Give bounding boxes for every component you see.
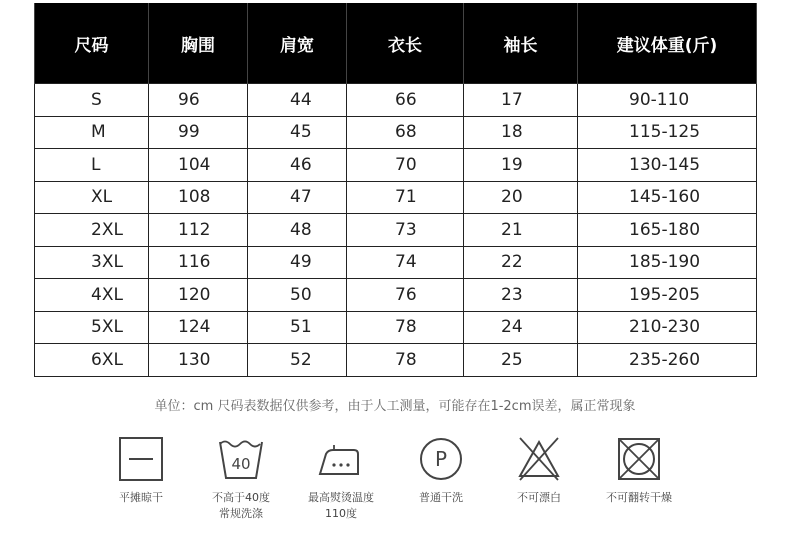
cell-sleeve: 19: [464, 149, 578, 182]
cell-sleeve: 23: [464, 279, 578, 312]
table-row: [35, 116, 757, 149]
cell-sleeve: 21: [464, 214, 578, 247]
no-tumble-dry-icon: [616, 436, 662, 482]
cell-length: 78: [347, 311, 464, 344]
header-length: 衣长: [347, 3, 464, 84]
cell-weight: 195-205: [578, 279, 757, 312]
cell-shoulder: 44: [248, 84, 347, 117]
header-chest: 胸围: [149, 3, 248, 84]
no-bleach-icon: [516, 436, 562, 482]
header-shoulder: 肩宽: [248, 3, 347, 84]
cell-weight: 235-260: [578, 344, 757, 377]
cell-weight: 115-125: [578, 116, 757, 149]
flat-dry-icon: [118, 436, 164, 482]
cell-length: 78: [347, 344, 464, 377]
cell-chest: 124: [149, 311, 248, 344]
cell-size: 2XL: [35, 214, 149, 247]
cell-chest: 96: [149, 84, 248, 117]
care-label-no-tumble-dry: 不可翻转干燥: [606, 491, 672, 504]
cell-chest: 112: [149, 214, 248, 247]
table-row: [35, 84, 757, 117]
care-label-iron: 最高熨烫温度 110度: [308, 491, 374, 520]
table-row: [35, 279, 757, 312]
header-weight: 建议体重(斤): [578, 3, 757, 84]
table-row: [35, 214, 757, 247]
cell-length: 68: [347, 116, 464, 149]
care-item-iron: [286, 436, 396, 522]
care-item-flat-dry: [86, 436, 196, 506]
cell-shoulder: 51: [248, 311, 347, 344]
cell-weight: 185-190: [578, 246, 757, 279]
table-row: [35, 344, 757, 377]
care-label-flat-dry: 平摊晾干: [119, 491, 163, 504]
cell-chest: 120: [149, 279, 248, 312]
iron-icon: [316, 436, 366, 482]
table-header-row: [35, 3, 757, 84]
care-item-no-bleach: [484, 436, 594, 506]
cell-shoulder: 48: [248, 214, 347, 247]
cell-size: M: [35, 116, 149, 149]
cell-weight: 145-160: [578, 181, 757, 214]
cell-weight: 90-110: [578, 84, 757, 117]
dry-clean-letter: P: [434, 447, 448, 471]
table-row: [35, 246, 757, 279]
cell-chest: 116: [149, 246, 248, 279]
cell-shoulder: 45: [248, 116, 347, 149]
cell-length: 71: [347, 181, 464, 214]
cell-chest: 99: [149, 116, 248, 149]
table-row: [35, 311, 757, 344]
cell-sleeve: 25: [464, 344, 578, 377]
cell-size: 5XL: [35, 311, 149, 344]
cell-length: 70: [347, 149, 464, 182]
cell-size: S: [35, 84, 149, 117]
cell-sleeve: 17: [464, 84, 578, 117]
cell-weight: 130-145: [578, 149, 757, 182]
measurement-note: 单位：cm 尺码表数据仅供参考，由于人工测量，可能存在1-2cm误差，属正常现象: [154, 399, 636, 414]
cell-sleeve: 18: [464, 116, 578, 149]
cell-size: L: [35, 149, 149, 182]
cell-size: 6XL: [35, 344, 149, 377]
cell-size: 3XL: [35, 246, 149, 279]
table-row: [35, 181, 757, 214]
cell-sleeve: 20: [464, 181, 578, 214]
cell-sleeve: 24: [464, 311, 578, 344]
care-instructions: [0, 436, 790, 536]
cell-length: 66: [347, 84, 464, 117]
cell-shoulder: 46: [248, 149, 347, 182]
care-label-wash: 不高于40度 常规洗涤: [212, 491, 270, 520]
cell-chest: 130: [149, 344, 248, 377]
care-item-wash-40: [186, 436, 296, 522]
cell-chest: 104: [149, 149, 248, 182]
cell-chest: 108: [149, 181, 248, 214]
wash-temp-label: 40: [231, 455, 251, 473]
cell-shoulder: 49: [248, 246, 347, 279]
cell-length: 76: [347, 279, 464, 312]
care-label-no-bleach: 不可漂白: [517, 491, 561, 504]
cell-shoulder: 50: [248, 279, 347, 312]
size-chart-table: [34, 3, 757, 377]
care-item-dry-clean: [386, 436, 496, 506]
header-size: 尺码: [35, 3, 149, 84]
cell-length: 73: [347, 214, 464, 247]
care-item-no-tumble-dry: [584, 436, 694, 506]
cell-sleeve: 22: [464, 246, 578, 279]
cell-size: 4XL: [35, 279, 149, 312]
care-label-dry-clean: 普通干洗: [419, 491, 463, 504]
cell-size: XL: [35, 181, 149, 214]
cell-weight: 210-230: [578, 311, 757, 344]
cell-weight: 165-180: [578, 214, 757, 247]
dry-clean-p-icon: [418, 436, 464, 482]
cell-shoulder: 52: [248, 344, 347, 377]
header-sleeve: 袖长: [464, 3, 578, 84]
wash-40-icon: [218, 436, 264, 482]
cell-shoulder: 47: [248, 181, 347, 214]
table-row: [35, 149, 757, 182]
cell-length: 74: [347, 246, 464, 279]
